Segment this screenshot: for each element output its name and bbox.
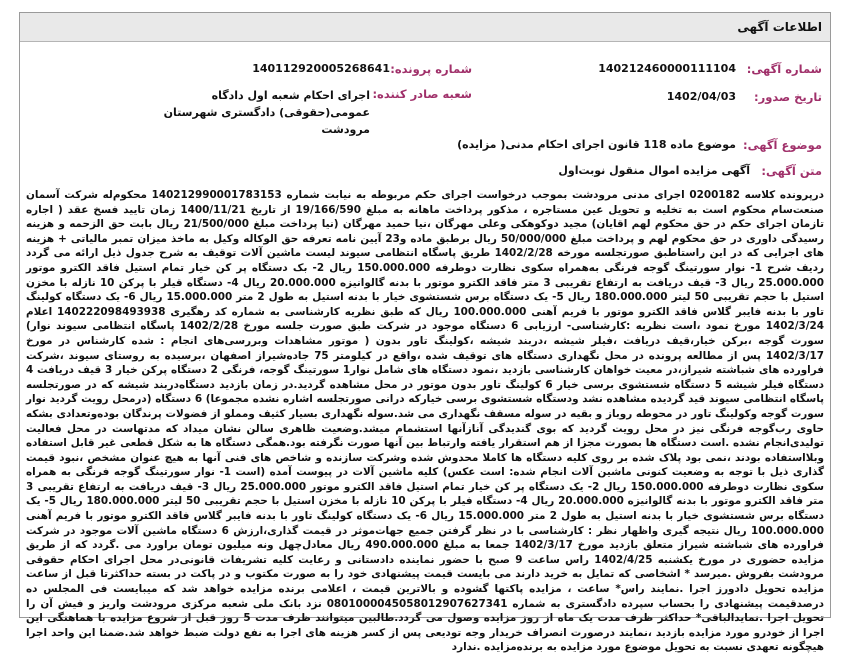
panel-content [20, 42, 830, 654]
panel-title: اطلاعات آگهی [20, 13, 830, 42]
case-number-label: شماره پرونده: [390, 62, 472, 76]
ad-text-label: متن آگهی: [761, 164, 822, 178]
issue-date-value: 1402/04/03 [666, 90, 736, 103]
branch-label: شعبه صادر کننده: [372, 87, 472, 101]
ad-number-label: شماره آگهی: [746, 62, 822, 76]
ad-number-value: 140212460000111104 [598, 62, 736, 75]
ad-info-panel [19, 12, 831, 654]
issue-date-label: تاریخ صدور: [754, 90, 822, 104]
branch-value: اجرای احکام شعبه اول دادگاه عمومی(حقوقی) دادگستری شهرستان مرودشت [163, 89, 370, 136]
ad-body-text: درپرونده کلاسه 0200182 اجرای مدنی مرودشت بموجب درخواست اجرای حکم مربوطه به نیابت شماره 140212990001783153 محکوم‌له شرکت آسمان صنعت‌سام محکوم است به تخلیه و تحویل عین مستاجره ، مذکور پرداخت ماهانه به مبلغ 19/166/590 از تاریخ 1400/11/21 زمان تایید فسخ عقد ( اجاره تازمان اجرای حکم در حق محکوم لهم اقایان) مجید دوکوهکی وعلی مهرگان ،نیا حمید مهرگان (نیا پرداخت مبلغ 21/500/000 ریال بابت حق الزحمه و هزینه رسیدگی داوری در حق محکوم لهم و پرداخت مبلغ 50/000/000 ریال برطبق ماده و23 آیین نامه تعرفه حق الوکاله وکیل به ماخذ میزان تمبر مالیاتی + هزینه های اجرایی که در این راستاطبق صورتجلسه مورخه 1402/2/28 طریق پاسگاه انتظامی سیوند لیست ماشین آلات توقیف به شرح جدول ذیل ارائه می گردد ردیف شرح 1- نوار سورتینگ گوجه فرنگی به‌همراه سکوی نظارت دوطرفه 150.000.000 ریال 2- بک دستگاه پر کن خیار تمام استیل فاقد الکترو موتور 25.000.000 ریال 3- قیف دریافت به ارتفاع تقریبی 3 متر فاقد الکترو موتور با بدنه گالوانیزه 20.000.000 ریال 4- دستگاه قیلر با پرکن 10 نازله با مخزن استیل با حجم تقریبی 50 لیتر 180.000.000 ریال 5- یک دستگاه برس شستشوی خیار با بدنه استیل به طول 2 متر 15.000.000 ریال 6- یک دستگاه کولینگ تاور با بدنه فایبر گلاس فاقد الکترو موتور با فریم آهنی 100.000.000 ریال که طبق نظریه کارشناسی به شماره کد رهگیری 140222098493938 اعلام 1402/3/24 مورخ نمود ،است نظریه :کارشناسی- ارزیابی 6 دستگاه موجود در شرکت طبق صورت جلسه مورخ 1402/2/28 پاسگاه انتظامی سیوند نوار) سورت گوجه ،برکن خیار،قیف دریافت ،فیلر شیشه ،دربند شیشه ،کولینگ تاور بدون ( موتور مشاهدات وبررسی‌های انجام : شده کارشناس در مورخ 1402/3/17 پس از مطالعه پرونده در محل نگهداری دستگاه های توقیف شده ،واقع در کیلومتر 75 جاده‌شیراز اصفهان ،برسیده به روستای سیوند ،شرکت فراورده های شباشته شیراز،در معیت خواهان کارشناسی بازدید ،نمود دستگاه های شامل نوار1 سورتینگ گوجه، فرنگی 2 دستگاه پرکن خیار 3 قیف دریافت 4 دستگاه فیلر شیشه 5 دستگاه شستشوی برسی خیار 6 کولینگ تاور بدون موتور در محل مشاهده گردید.در زمان بازدید دستگاه‌دربند شیشه که در صورتجلسه پاسگاه انتظامی سیوند قید گردیده مشاهده نشد ودستگاه شستشوی برسی خیارکه درانی صورتجلسه اشاره نشده مجموعا) 6 دستگاه (درمحل رویت گردید نوار سورت گوجه وکولینگ تاور در محوطه روباز و بقیه در سوله مسقف نگهداری می شد.سوله نگهداری بسیار کثیف ومملو از فضولات پرندگان بوده‌وتعدادی بشکه حاوی رب‌گوجه فرنگی نیز در محل رویت گردید که بوی گندیدگی آنازآنها استشمام میشد.وضعیت ظاهری سالن نشان میداد که مدتهاست در محل فعالیت تولیدی‌انجام نشده .است دستگاه ها بصورت مجزا از هم استقرار یافته وارتباط بین آنها صورت نگرفته بود.همگی دستگاه ها به شکل قطعی غیر قابل استفاده وبلااستفاده بودند ،نمی بود پلاک شده بر روی کلیه دستگاه ها کاملا محدوش شده وشرکت سازنده و شاخص های فنی آنها به هیچ عنوان مشخص ،نبود قیمت گذاری ذیل با توجه به وضعیت کنونی ماشین آلات انجام شده: است عکس) کلیه ماشین آلات در پیوست آمده (است 1- نوار سورتینگ گوجه فرنگی به همراه سکوی نظارت دوطرفه 150.000.000 ریال 2- یک دستگاه پر کن خیار تمام استیل فاقد الکترو موتور 25.000.000 ریال 3- قیف دریافت به ارتفاع تقریبی 3 متر فاقد الکترو موتور با بدنه گالوانیزه 20.000.000 ریال 4- دستگاه فیلر با پرکن 10 نازله با مخزن استیل با حجم تقریبی 50 لیتر 180.000.000 ریال 5- یک دستگاه برس شستشوی خیار با بدنه استیل به طول 2 متر 15.000.000 ریال 6- یک دستگاه کولینگ تاور با بدنه فایبر گلاس فاقد الکترو موتور با فریم آهنی 100.000.000 ریال نتیجه گیری واظهار نظر : کارشناسی با در نظر گرفتن جمیع جهات‌موثر در قیمت گذاری،ارزش 6 دستگاه ماشین آلات موجود در شرکت فراورده های شباشته شیراز متعلق بازدید مورخ 1402/3/17 جمعا به مبلغ 490.000.000 ریال معادل‌چهل ونه میلیون تومان براورد می .گردد که از طریق مزایده حضوری در مورخ یکشنبه 1402/4/25 راس ساعت 9 صبح با حضور نماینده دادستانی و رعایت کلیه تشریفات قانونی‌در محل اجرای احکام حقوقی مرودشت بفروش .میرسد * اشخاصی که تمایل به خرید دارند می بایست قیمت پیشنهادی خود را به صورت مکتوب و در پاکت در بسته حداکثرتا قبل از ساعت مزایده تحویل دادورز اجرا .نمایند راس* ساعت ، مزایده پاکتها گشوده و بالاترین قیمت ، اعلامی برنده مزایده خواهد شد که میبایست فی المجلس ده درصدقیمت پیشنهادی را بحساب سپرده دادگستری به شماره 0801000045058012907627341 نزد بانک ملی شعبه مرکزی مرودشت واریز و فیش آن را تحویل اجرا .نمایدالباقی* حداکثر ظرف مدت یک ماه از روز مزایده وصول می گردد.طالبین میتوانند ظرف مدت 5 روز قبل از شروع مزایده با هماهنگی این اجرا از خودرو مورد مزایده بازدید ،نمایند درصورت انصراف خریدار وجه تودیعی پس از کسر هزینه های اجرا به نفع دولت ضبط خواهد شد.ضمنا این واحد اجرا هیچگونه تعهدی نسبت به تحویل موضوع مورد مزایده به برنده‌مزایده .ندارد [26, 189, 825, 654]
ad-text-value: آگهی مزایده اموال منقول نوبت‌اول [558, 164, 750, 177]
subject-label: موضوع آگهی: [743, 138, 822, 152]
subject-value: موضوع ماده 118 قانون اجرای احکام مدنی( مزایده) [457, 138, 736, 151]
case-number-value: 140112920005268641 [252, 62, 390, 75]
